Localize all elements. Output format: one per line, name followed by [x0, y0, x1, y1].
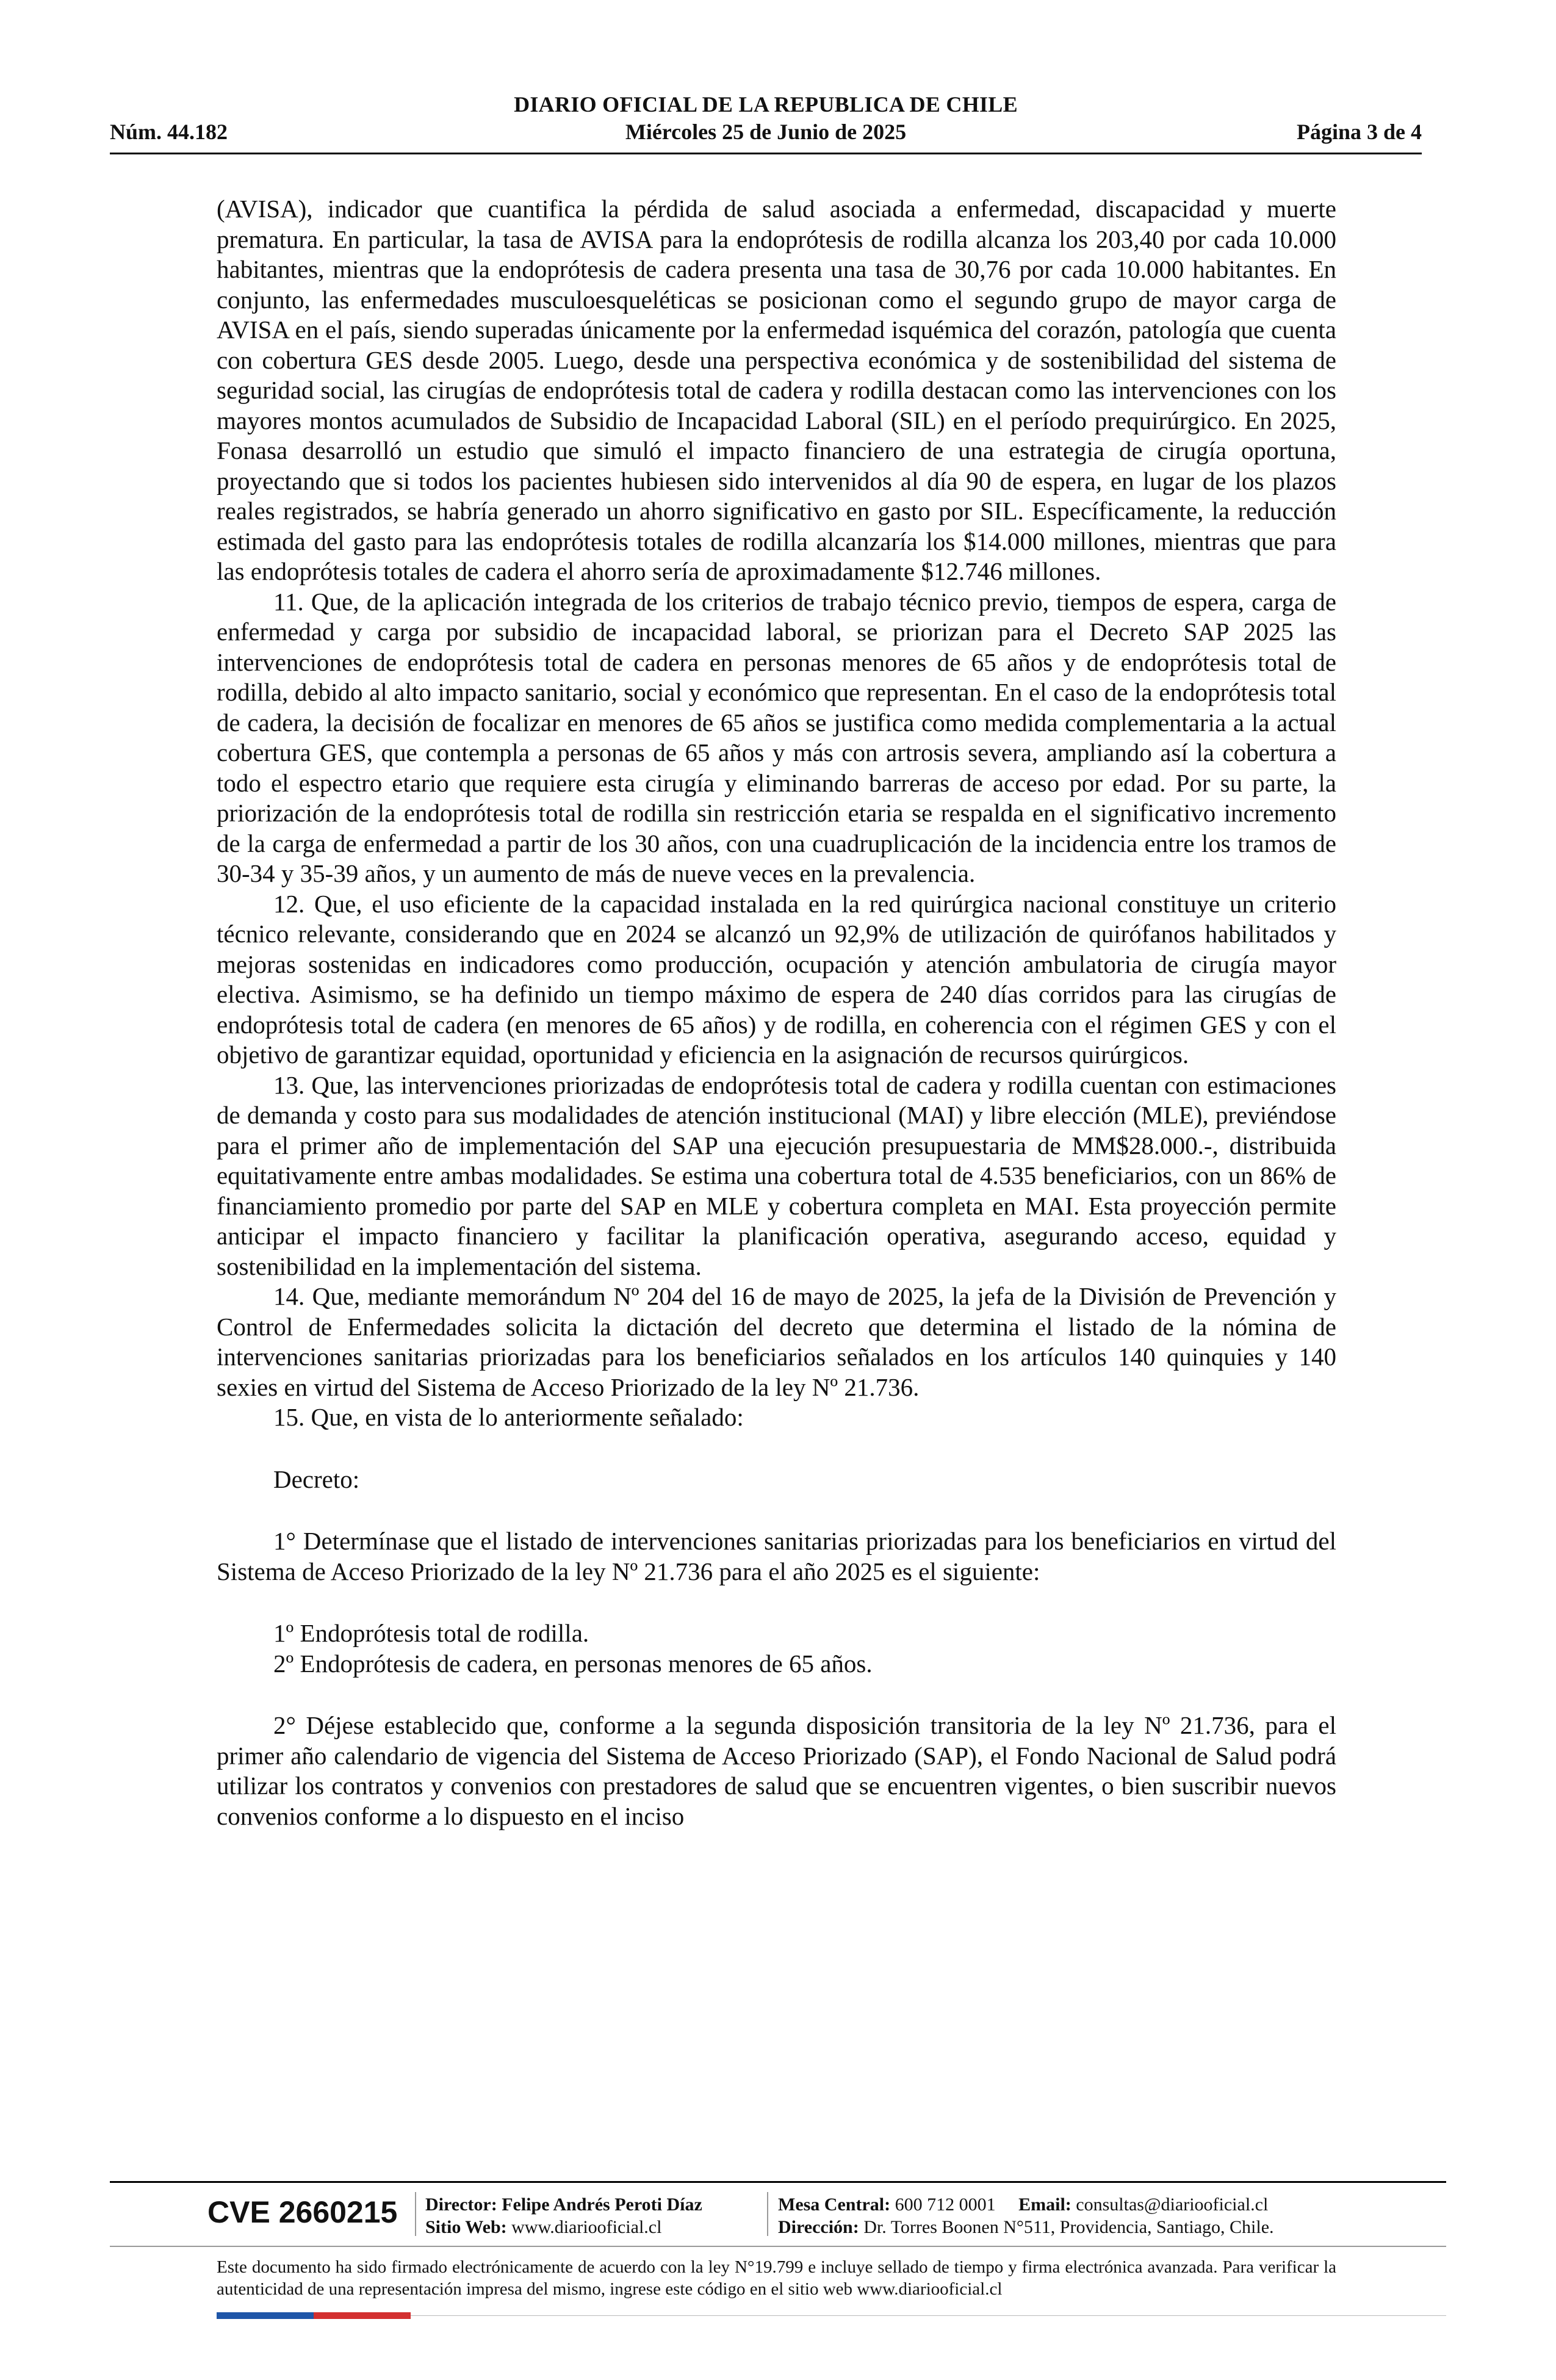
document-body	[217, 194, 1336, 1831]
page-number: Página 3 de 4	[1296, 120, 1422, 144]
spacer	[217, 1587, 1336, 1618]
header-divider	[110, 153, 1422, 154]
website-label: Sitio Web:	[425, 2217, 507, 2237]
cve-code: CVE 2660215	[207, 2195, 398, 2229]
signature-notice: Este documento ha sido firmado electrónicamente de acuerdo con la ley N°19.799 e incluye sellado de tiempo y firma electrónica avanzada. Para verificar la autenticidad de una representación impresa del mismo, ingrese este código en el sitio web www.diariooficial.cl	[217, 2257, 1336, 2299]
director-label: Director:	[425, 2194, 497, 2215]
issue-date: Miércoles 25 de Junio de 2025	[625, 120, 907, 144]
paragraph-15: 15. Que, en vista de lo anteriormente señalado:	[273, 1403, 744, 1431]
paragraph-14: 14. Que, mediante memorándum Nº 204 del 16 de mayo de 2025, la jefa de la División de Prevención y Control de Enfermedades solicita la dictación del decreto que determina el listado de la nómina de intervenciones sanitarias priorizadas para los beneficiarios señalados en los artículos 140 quinquies y 140 sexies en virtud del Sistema de Acceso Priorizado de la ley Nº 21.736.	[217, 1282, 1336, 1401]
decreto-heading: Decreto:	[273, 1465, 360, 1493]
address-label: Dirección:	[778, 2217, 859, 2237]
list-item: 1º Endoprótesis total de rodilla.	[273, 1619, 589, 1647]
header-row	[110, 119, 1422, 147]
issue-number: Núm. 44.182	[110, 120, 228, 144]
chile-flag-bar	[217, 2312, 411, 2319]
spacer	[217, 1495, 1336, 1526]
footer-divider-top	[110, 2181, 1446, 2183]
footer-bottom-rule	[411, 2315, 1446, 2316]
address-value: Dr. Torres Boonen N°511, Providencia, Santiago, Chile.	[863, 2217, 1274, 2237]
flag-red-segment	[314, 2312, 411, 2319]
paragraph-13: 13. Que, las intervenciones priorizadas de endoprótesis total de cadera y rodilla cuentan con estimaciones de demanda y costo para sus modalidades de atención institucional (MAI) y libre elección (MLE), previéndose para el primer año de implementación del SAP una ejecución presupuestaria de MM$28.000.-, distribuida equitativamente entre ambas modalidades. Se estima una cobertura total de 4.535 beneficiarios, con un 86% de financiamiento promedio por parte del SAP en MLE y cobertura completa en MAI. Esta proyección permite anticipar el impacto financiero y facilitar la planificación operativa, asegurando acceso, equidad y sostenibilidad en la implementación del sistema.	[217, 1070, 1336, 1280]
mesa-label: Mesa Central:	[778, 2194, 891, 2215]
website-link[interactable]: www.diariooficial.cl	[511, 2217, 662, 2237]
list-item: 2º Endoprótesis de cadera, en personas menores de 65 años.	[273, 1649, 873, 1678]
email-label: Email:	[1018, 2194, 1072, 2215]
article-2: 2° Déjese establecido que, conforme a la segunda disposición transitoria de la ley Nº 21.736, para el primer año calendario de vigencia del Sistema de Acceso Priorizado (SAP), el Fondo Nacional de Salud podrá utilizar los contratos y convenios con prestadores de salud que se encuentren vigentes, o bien suscribir nuevos convenios conforme a lo dispuesto en el inciso	[217, 1711, 1336, 1830]
footer-divider-mid	[110, 2246, 1446, 2247]
paragraph-12: 12. Que, el uso eficiente de la capacidad instalada en la red quirúrgica nacional constituye un criterio técnico relevante, considerando que en 2024 se alcanzó un 92,9% de utilización de quirófanos habilitados y mejoras sostenidas en indicadores como producción, ocupación y atención ambulatoria de cirugía mayor electiva. Asimismo, se ha definido un tiempo máximo de espera de 240 días corridos para las cirugías de endoprótesis total de cadera (en menores de 65 años) y de rodilla, en coherencia con el régimen GES y con el objetivo de garantizar equidad, oportunidad y eficiencia en la asignación de recursos quirúrgicos.	[217, 889, 1336, 1069]
article-1: 1° Determínase que el listado de intervenciones sanitarias priorizadas para los beneficiarios en virtud del Sistema de Acceso Priorizado de la ley Nº 21.736 para el año 2025 es el siguiente:	[217, 1527, 1336, 1585]
paragraph-avisa: (AVISA), indicador que cuantifica la pérdida de salud asociada a enfermedad, discapacidad y muerte prematura. En particular, la tasa de AVISA para la endoprótesis de rodilla alcanza los 203,40 por cada 10.000 habitantes, mientras que la endoprótesis de cadera presenta una tasa de 30,76 por cada 10.000 habitantes. En conjunto, las enfermedades musculoesqueléticas se posicionan como el segundo grupo de mayor carga de AVISA en el país, siendo superadas únicamente por la enfermedad isquémica del corazón, patología que cuenta con cobertura GES desde 2005. Luego, desde una perspectiva económica y de sostenibilidad del sistema de seguridad social, las cirugías de endoprótesis total de cadera y rodilla destacan como las intervenciones con los mayores montos acumulados de Subsidio de Incapacidad Laboral (SIL) en el período prequirúrgico. En 2025, Fonasa desarrolló un estudio que simuló el impacto financiero de una estrategia de cirugía oportuna, proyectando que si todos los pacientes hubiesen sido intervenidos al día 90 de espera, en lugar de los plazos reales registrados, se habría generado un ahorro significativo en gasto por SIL. Específicamente, la reducción estimada del gasto para las endoprótesis totales de rodilla alcanzaría los $14.000 millones, mientras que para las endoprótesis totales de cadera el ahorro sería de aproximadamente $12.746 millones.	[217, 195, 1336, 585]
newspaper-title: DIARIO OFICIAL DE LA REPUBLICA DE CHILE	[514, 92, 1018, 117]
spacer	[217, 1679, 1336, 1711]
mesa-phone: 600 712 0001	[895, 2194, 996, 2215]
director-name: Felipe Andrés Peroti Díaz	[502, 2194, 702, 2215]
paragraph-11: 11. Que, de la aplicación integrada de los criterios de trabajo técnico previo, tiempos de espera, carga de enfermedad y carga por subsidio de incapacidad laboral, se priorizan para el Decreto SAP 2025 las intervenciones de endoprótesis total de cadera en personas menores de 65 años y de endoprótesis total de rodilla, debido al alto impacto sanitario, social y económico que representan. En el caso de la endoprótesis total de cadera, la decisión de focalizar en menores de 65 años se justifica como medida complementaria a la actual cobertura GES, que contempla a personas de 65 años y más con artrosis severa, ampliando así la cobertura a todo el espectro etario que requiere esta cirugía y eliminando barreras de acceso por edad. Por su parte, la priorización de la endoprótesis total de rodilla sin restricción etaria se respalda en el significativo incremento de la carga de enfermedad a partir de los 30 años, con una cuadruplicación de la incidencia entre los tramos de 30-34 y 35-39 años, y un aumento de más de nueve veces en la prevalencia.	[217, 587, 1336, 887]
spacer	[217, 1433, 1336, 1465]
footer-director-block	[425, 2193, 702, 2238]
footer-contact-block	[778, 2193, 1274, 2238]
footer-separator	[767, 2192, 768, 2236]
footer-separator	[415, 2192, 416, 2236]
flag-blue-segment	[217, 2312, 314, 2319]
email-link[interactable]: consultas@diariooficial.cl	[1076, 2194, 1269, 2215]
